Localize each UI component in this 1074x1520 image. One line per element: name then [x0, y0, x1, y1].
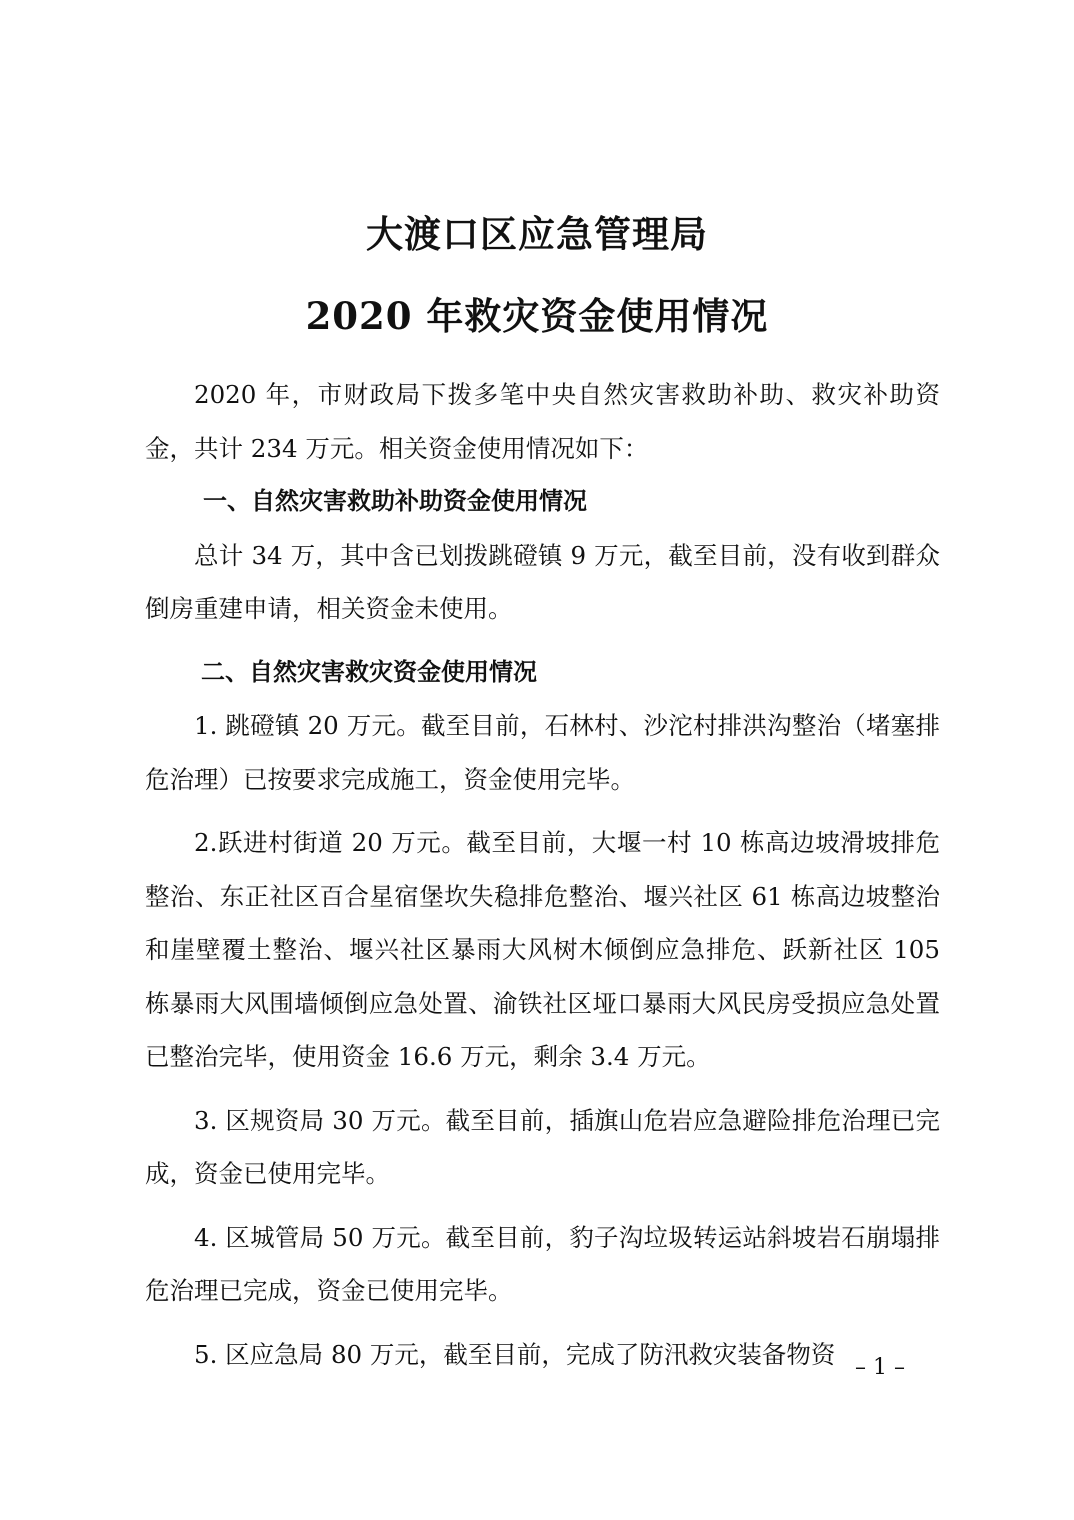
section-2-item: 5. 区应急局 80 万元，截至目前，完成了防汛救灾装备物资: [194, 1339, 836, 1369]
section-1-heading: 一、自然灾害救助补助资金使用情况: [203, 487, 587, 515]
intro-paragraph: 2020 年，市财政局下拨多笔中央自然灾害救助补助、救灾补助资金，共计 234 万元。相关资金使用情况如下：: [145, 380, 940, 463]
section-2-item: 1. 跳磴镇 20 万元。截至目前，石林村、沙沱村排洪沟整治（堵塞排危治理）已按要求完成施工，资金使用完毕。: [145, 711, 940, 794]
section-2-item: 2.跃进村街道 20 万元。截至目前，大堰一村 10 栋高边坡滑坡排危整治、东正社区百合星宿堡坎失稳排危整治、堰兴社区 61 栋高边坡整治和崖壁覆土整治、堰兴社区暴雨大风树木倾倒应急排危、跃新社区 105 栋暴雨大风围墙倾倒应急处置、渝铁社区垭口暴雨大风民房受损应急处置已整治完毕，使用资金 16.6 万元，剩余 3.4 万元。: [145, 828, 940, 1071]
document-title-line2: 2020 年救灾资金使用情况: [305, 294, 769, 338]
section-1-paragraph: 总计 34 万，其中含已划拨跳磴镇 9 万元，截至目前，没有收到群众倒房重建申请，相关资金未使用。: [145, 540, 940, 623]
document-title-line1: 大渡口区应急管理局: [366, 212, 708, 256]
section-2-heading: 二、自然灾害救灾资金使用情况: [201, 657, 537, 686]
document-body: [145, 368, 940, 1381]
section-2-item: 3. 区规资局 30 万元。截至目前，插旗山危岩应急避险排危治理已完成，资金已使用完毕。: [145, 1105, 940, 1188]
page-number: – 1 –: [855, 1355, 905, 1380]
section-2-item: 4. 区城管局 50 万元。截至目前，豹子沟垃圾转运站斜坡岩石崩塌排危治理已完成，资金已使用完毕。: [145, 1222, 940, 1305]
